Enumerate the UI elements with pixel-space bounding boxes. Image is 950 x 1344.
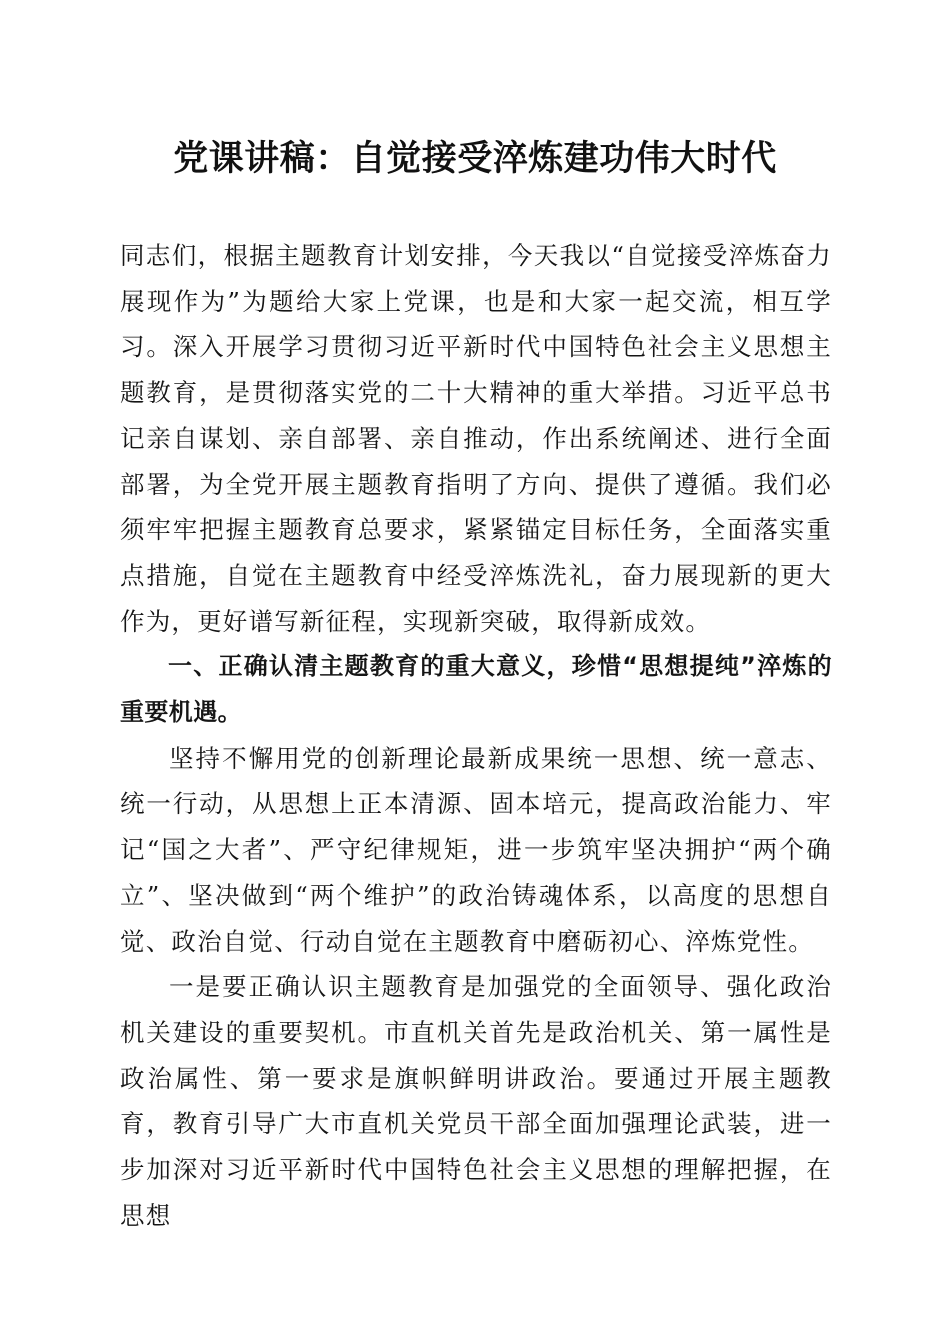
body-paragraph: 坚持不懈用党的创新理论最新成果统一思想、统一意志、统一行动，从思想上正本清源、固本培元，提高政治能力、牢记“国之大者”、严守纪律规矩，进一步筑牢坚决拥护“两个确立”、坚决做到“两个维护”的政治铸魂体系，以高度的思想自觉、政治自觉、行动自觉在主题教育中磨砺初心、淬炼党性。 xyxy=(120,743,832,956)
intro-paragraph: 同志们，根据主题教育计划安排，今天我以“自觉接受淬炼奋力展现作为”为题给大家上党课，也是和大家一起交流，相互学习。深入开展学习贯彻习近平新时代中国特色社会主义思想主题教育，是贯彻落实党的二十大精神的重大举措。习近平总书记亲自谋划、亲自部署、亲自推动，作出系统阐述、进行全面部署，为全党开展主题教育指明了方向、提供了遵循。我们必须牢牢把握主题教育总要求，紧紧锚定目标任务，全面落实重点措施，自觉在主题教育中经受淬炼洗礼，奋力展现新的更大作为，更好谱写新征程，实现新突破，取得新成效。 xyxy=(120,241,832,636)
document-body xyxy=(120,233,832,1238)
body-paragraph: 一是要正确认识主题教育是加强党的全面领导、强化政治机关建设的重要契机。市直机关首先是政治机关、第一属性是政治属性、第一要求是旗帜鲜明讲政治。要通过开展主题教育，教育引导广大市直机关党员干部全面加强理论武装，进一步加深对习近平新时代中国特色社会主义思想的理解把握，在思想 xyxy=(120,972,832,1230)
document-title: 党课讲稿：自觉接受淬炼建功伟大时代 xyxy=(173,138,777,179)
section-heading: 一、正确认清主题教育的重大意义，珍惜“思想提纯”淬炼的重要机遇。 xyxy=(120,652,832,727)
